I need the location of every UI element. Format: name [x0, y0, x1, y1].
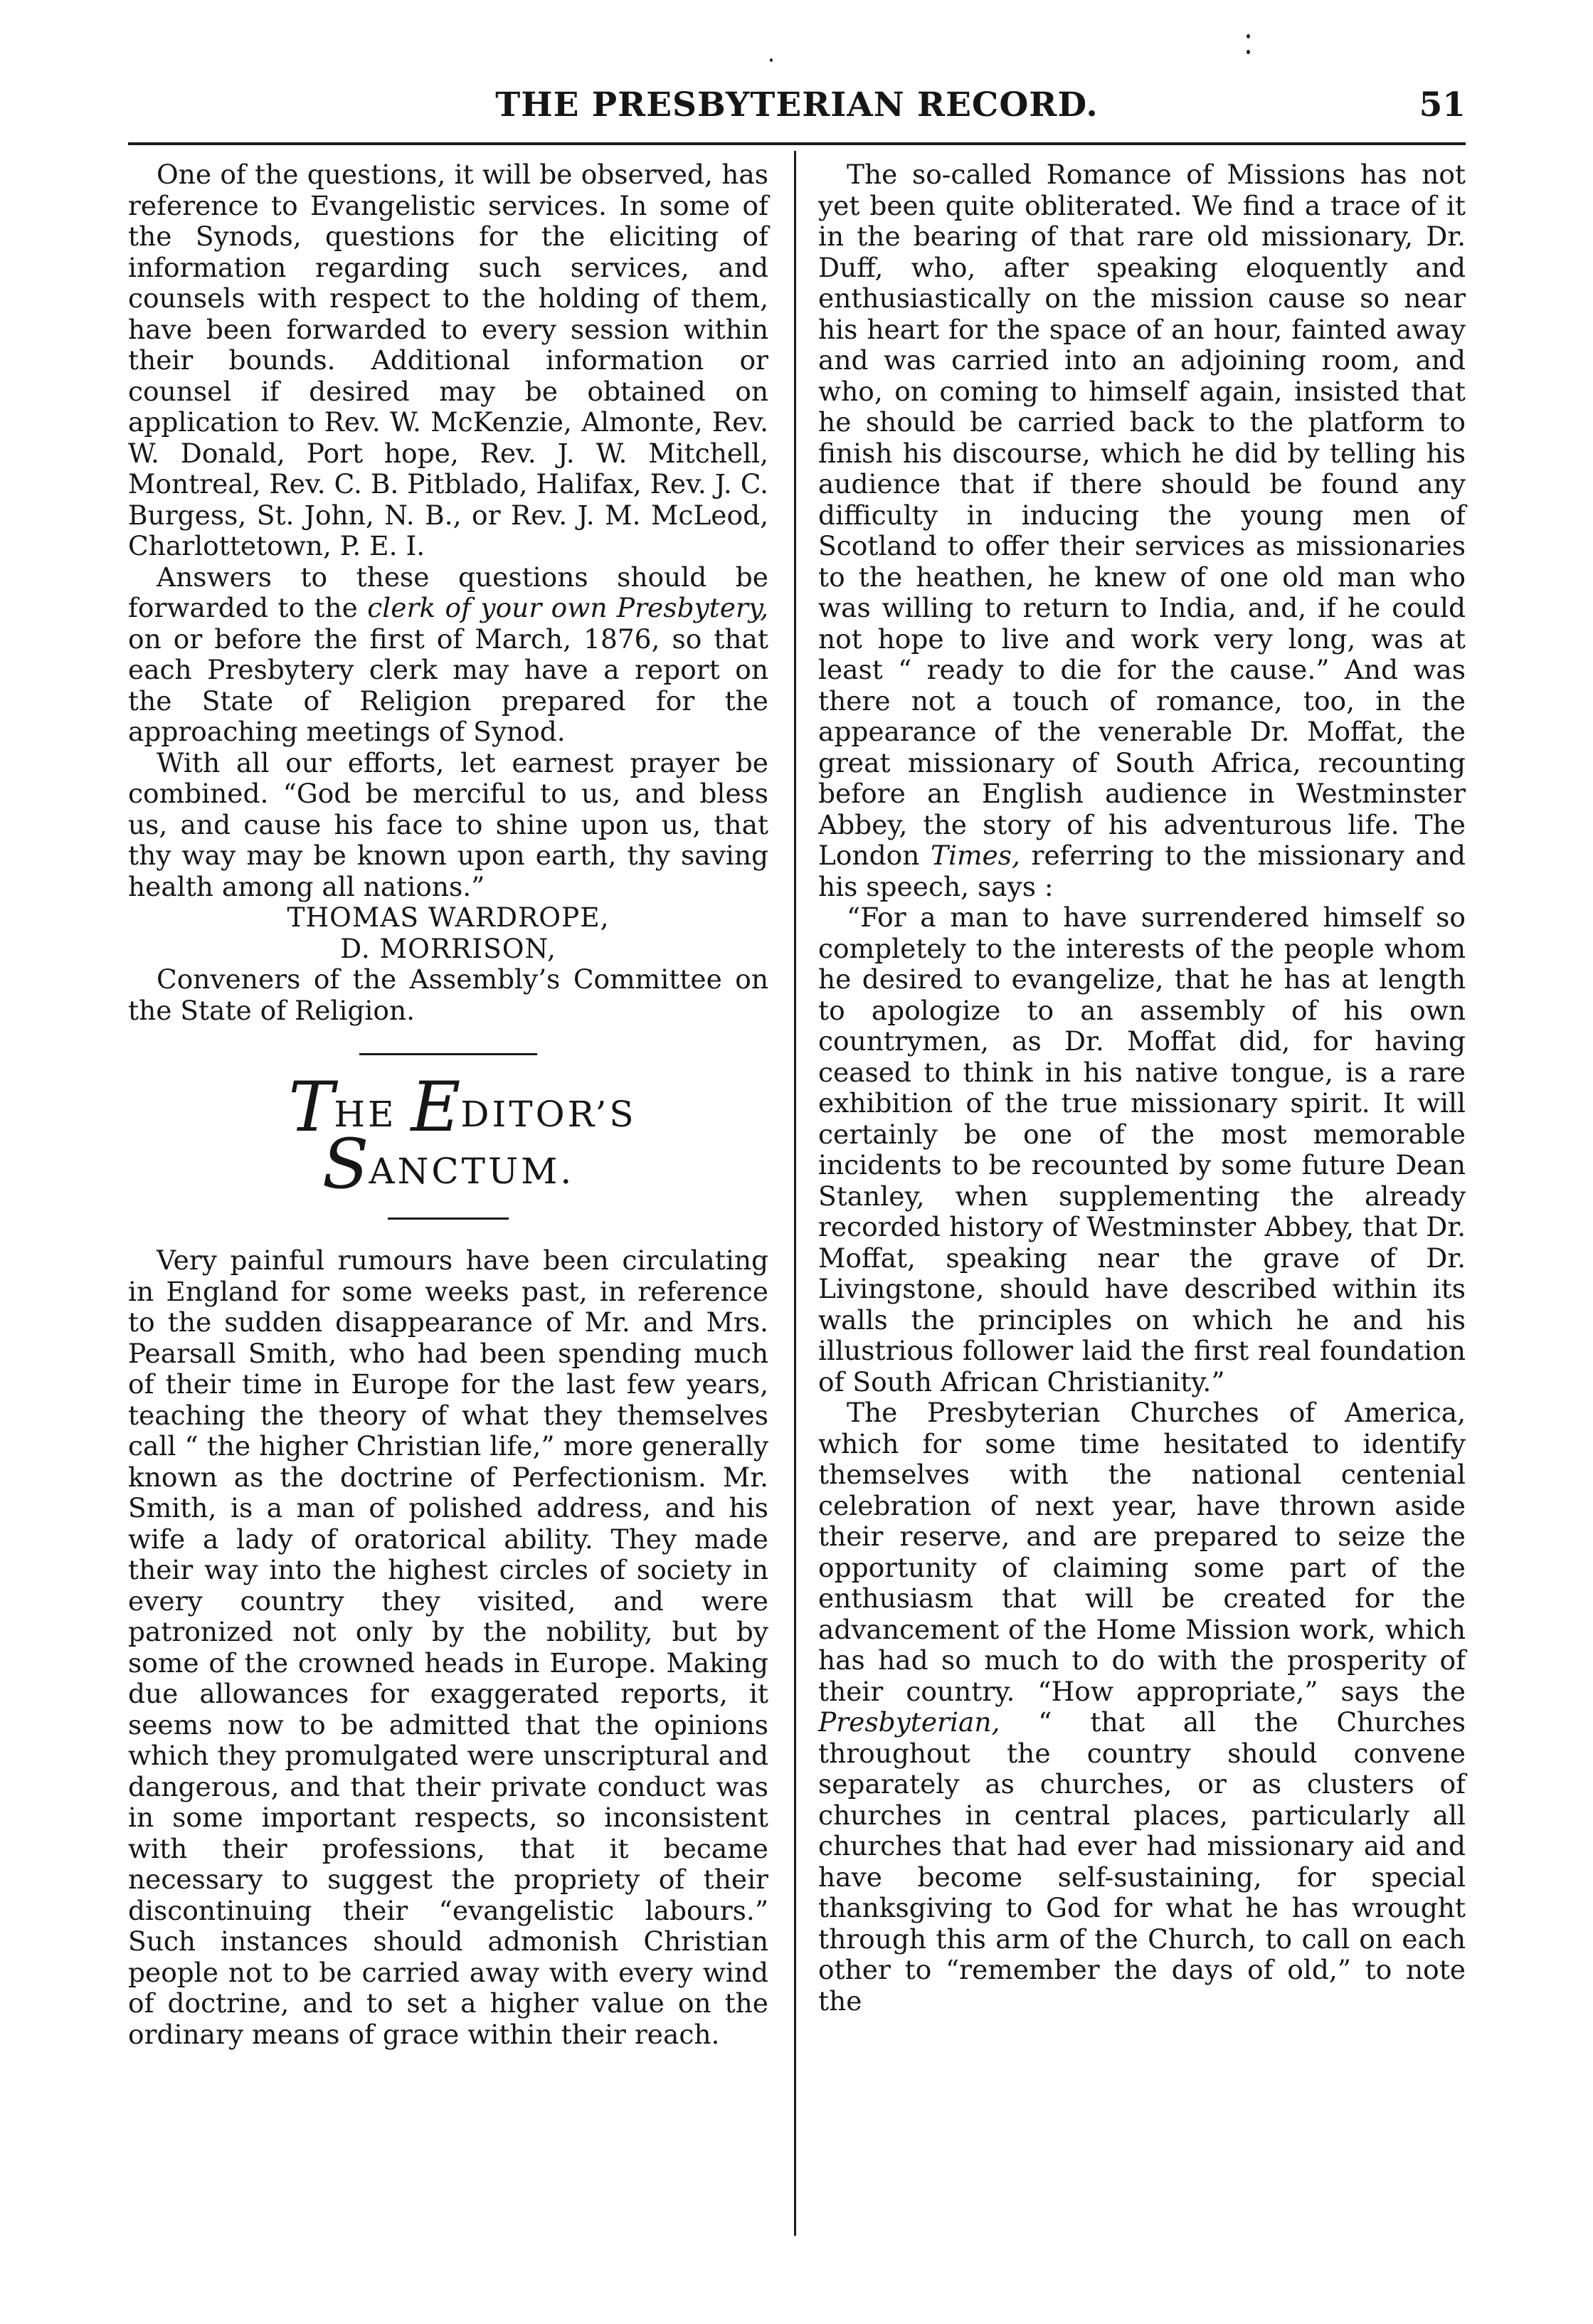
running-header: [128, 85, 1466, 135]
section-divider-top: [359, 1053, 537, 1055]
quotation-times: “For a man to have surrendered himself so completely to the interests of the people whom he desired to evangelize, that he has at length to apologize to an assembly of his own countrymen, as Dr. Moffat did, for having ceased to think in his native tongue, is a rare exhibition of the true missionary spirit. It will certainly be one of the most memorable incidents to be recounted by some future Dean Stanley, when supplementing the already recorded history of Westminster Abbey, that Dr. Moffat, speaking near the grave of Dr. Livingstone, should have described within its walls the principles on which he and his illustrious follower laid the first real foundation of South African Christianity.”: [818, 902, 1466, 1398]
paragraph-answers: Answers to these questions should be forwarded to the clerk of your own Presbytery, on or before the first of March, 1876, so that each Presbytery clerk may have a report on the State of Religion prepared for the approaching meetings of Synod.: [128, 561, 768, 747]
paragraph-prayer: With all our efforts, let earnest prayer be combined. “God be merciful to us, and bless us, and cause his face to shine upon us, that thy way may be known upon earth, thy saving health among all nations.”: [128, 746, 768, 902]
left-column: [128, 159, 768, 2050]
italic-presbyterian: Presbyterian,: [818, 1706, 1000, 1738]
section-heading-editors-sanctum: THE EDITOR’S SANCTUM.: [288, 1067, 637, 1204]
conveners-line: Conveners of the Assembly’s Committee on the State of Religion.: [128, 963, 768, 1026]
paragraph-evangelistic-services: One of the questions, it will be observed, has reference to Evangelistic services. In some of the Synods, questions for the eliciting of information regarding such services, and counsels with respect to the holding of them, have been forwarded to every session within their bounds. Additional information or counsel if desired may be obtained on application to Rev. W. McKenzie, Almonte, Rev. W. Donald, Port hope, Rev. J. W. Mitchell, Montreal, Rev. C. B. Pitblado, Halifax, Rev. J. C. Burgess, St. John, N. B., or Rev. J. M. McLeod, Charlottetown, P. E. I.: [128, 159, 768, 561]
italic-times: Times,: [930, 840, 1020, 871]
signature-wardrope: THOMAS WARDROPE,: [287, 902, 610, 933]
section-divider-bottom: [388, 1218, 509, 1220]
paragraph-presbyterian-churches: The Presbyterian Churches of America, which for some time hesitated to identify themselves with the national centenial celebration of next year, have thrown aside their reserve, and are prepared to seize the opportunity of claiming some part of the enthusiasm that will be created for the advancement of the Home Mission work, which has had so much to do with the prosperity of their country. “How appropriate,” says the Presbyterian, “ that all the Churches throughout the country should convene separately as churches, or as clusters of churches in central places, particularly all churches that had ever had missionary aid and have become self-sustaining, for special thanksgiving to God for what he has wrought through this arm of the Church, to call on each other to “remember the days of old,” to note the: [818, 1397, 1466, 2017]
header-rule: [128, 142, 1466, 145]
signature-morrison: D. MORRISON,: [340, 932, 556, 964]
column-divider: [794, 151, 796, 2236]
paragraph-pearsall-smith: Very painful rumours have been circulating in England for some weeks past, in reference to the sudden disappearance of Mr. and Mrs. Pearsall Smith, who had been spending much of their time in Europe for the last few years, teaching the theory of what they themselves call “ the higher Christian life,” more generally known as the doctrine of Perfectionism. Mr. Smith, is a man of polished address, and his wife a lady of oratorical ability. They made their way into the highest circles of society in every country they visited, and were patronized not only by the nobility, but by some of the crowned heads in Europe. Making due allowances for exaggerated reports, it seems now to be admitted that the opinions which they promulgated were unscriptural and dangerous, and that their private conduct was in some important respects, so inconsistent with their professions, that it became necessary to suggest the propriety of their discontinuing their “evangelistic labours.” Such instances should admonish Christian people not to be carried away with every wind of doctrine, and to set a higher value on the ordinary means of grace within their reach.: [128, 1245, 768, 2050]
page-number: 51: [1419, 85, 1466, 125]
italic-clerk: clerk of your own Presbytery,: [367, 592, 768, 623]
journal-title: THE PRESBYTERIAN RECORD.: [495, 85, 1099, 125]
right-column: [818, 159, 1466, 2017]
print-speck: [770, 58, 773, 62]
print-speck: [1247, 34, 1250, 38]
print-speck: [1247, 50, 1250, 54]
paragraph-romance-of-missions: The so-called Romance of Missions has not yet been quite obliterated. We find a trace of it in the bearing of that rare old missionary, Dr. Duff, who, after speaking eloquently and enthusiastically on the mission cause so near his heart for the space of an hour, fainted away and was carried into an adjoining room, and who, on coming to himself again, insisted that he should be carried back to the platform to finish his discourse, which he did by telling his audience that if there should be found any difficulty in inducing the young men of Scotland to offer their services as missionaries to the heathen, he knew of one old man who was willing to return to India, and, if he could not hope to live and work very long, was at least “ ready to die for the cause.” And was there not a touch of romance, too, in the appearance of the venerable Dr. Moffat, the great missionary of South Africa, recounting before an English audience in Westminster Abbey, the story of his adventurous life. The London Times, referring to the missionary and his speech, says :: [818, 159, 1466, 902]
